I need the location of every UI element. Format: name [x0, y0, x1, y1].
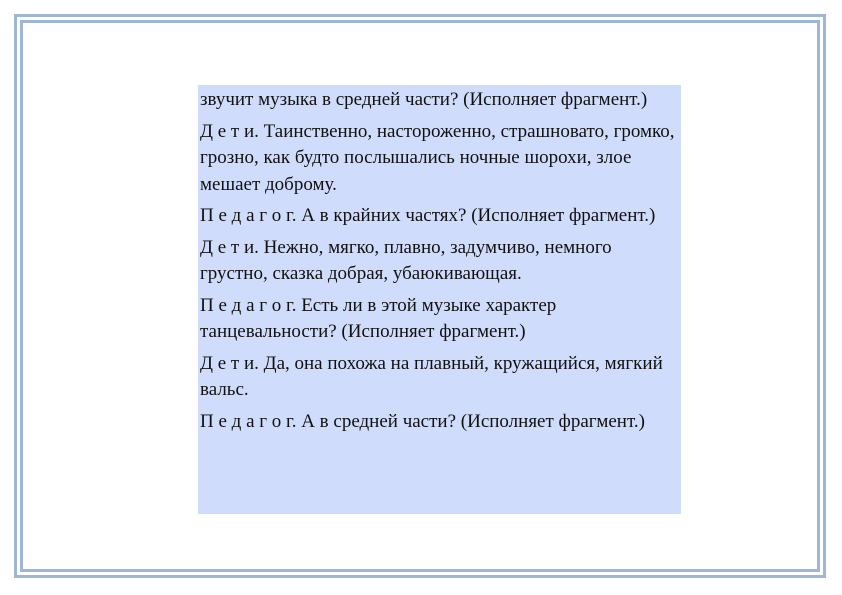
speaker-label: П е д а г о г. — [200, 294, 297, 316]
paragraph-2 — [200, 203, 677, 230]
paragraph-4 — [200, 293, 677, 346]
paragraph-6 — [200, 409, 677, 436]
dialogue-text-box — [198, 85, 681, 514]
speaker-label: П е д а г о г. — [200, 205, 297, 226]
paragraph-text: Да, она похожа на плавный, кружащийся, мягкий вальс. — [200, 352, 663, 400]
speaker-label: Д е т и. — [200, 236, 259, 258]
paragraph-text: А в средней части? (Исполняет фрагмент.) — [296, 410, 645, 432]
paragraph-1 — [200, 119, 677, 199]
paragraph-text: Таинственно, настороженно, страшновато, громко, грозно, как будто послышались ночные шорохи, злое мешает доброму. — [200, 120, 675, 195]
speaker-label: Д е т и. — [200, 352, 259, 374]
speaker-label: П е д а г о г. — [200, 410, 297, 432]
paragraph-text: Нежно, мягко, плавно, задумчиво, немного грустно, сказка добрая, убаюкивающая. — [200, 236, 612, 284]
paragraph-5 — [200, 351, 677, 404]
paragraph-text: Есть ли в этой музыке характер танцевальности? (Исполняет фрагмент.) — [200, 294, 557, 342]
paragraph-0 — [200, 87, 677, 114]
paragraph-text: А в крайних частях? (Исполняет фрагмент.) — [296, 205, 656, 226]
paragraph-3 — [200, 235, 677, 288]
paragraph-text: звучит музыка в средней части? (Исполняет фрагмент.) — [200, 89, 648, 110]
speaker-label: Д е т и. — [200, 120, 259, 142]
